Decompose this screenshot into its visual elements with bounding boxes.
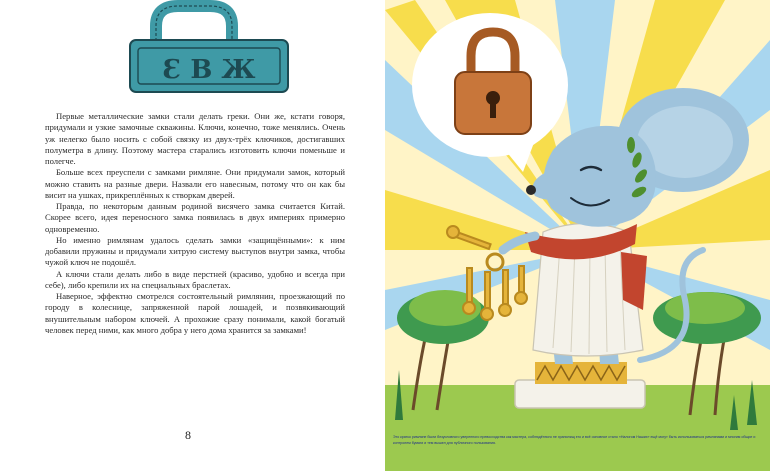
mouse-nose <box>526 185 536 195</box>
paragraph: Первые металлические замки стали делать греки. Они же, кстати говоря, придумали и узкие замочные скважины. Ключи, конечно, тоже менялись. Очень уж нелегко было носить с собой связку из двух-трёх ключиков, достигавших полуметра в длину. Поэтому мастера старались изготовить ключи поменьше и полегче. <box>45 111 345 166</box>
body-text <box>45 111 345 336</box>
pedestal <box>515 380 645 408</box>
paragraph: Правда, по некоторым данным родиной висячего замка считается Китай. Скорее всего, идея переносного замка появилась в двух империях примерно одновременно. <box>45 201 345 234</box>
paragraph: А ключи стали делать либо в виде перстней (красиво, удобно и всегда при себе), либо крепили их на специальных браслетах. <box>45 268 345 290</box>
keyhole-slot <box>490 100 496 118</box>
paragraph: Наверное, эффектно смотрелся состоятельный римлянин, проезжающий по городу в колеснице, запряженной парой лошадей, и позвякивающий внушительным набором ключей. А прохожие сразу понимали, какой богатый человек перед ними, как много добра у него дома хранится за замками! <box>45 291 345 335</box>
page-number: 8 <box>185 428 191 442</box>
illustration-caption: Это кратко римляне были безусловного уверенного превосходства как мастера, соблюдённого не хранилищ его и всё основное стало «Налогом Наших» ещё могут быть использоваться римлянами и многим общие и контролем бумаги и тем вышел для публичного пользования. <box>393 435 756 445</box>
roman-mouse-illustration <box>385 0 770 471</box>
paragraph: Больше всех преуспели с замками римляне. Они придумали замок, который можно ставить на разные двери. Назвали его навесным, потому что он как бы висит на ушках, прикреплённых к створкам дверей. <box>45 167 345 200</box>
paragraph: Но именно римлянам удалось сделать замки «защищёнными»: к ним добавили пружины и придумали хитрую систему выступов внутри замка, чтобы чужой ключ не подошёл. <box>45 234 345 268</box>
right-page-illustration <box>385 0 770 471</box>
padlock-letters: Ɛ В Ж <box>162 55 256 85</box>
ancient-padlock-illustration <box>122 0 302 96</box>
